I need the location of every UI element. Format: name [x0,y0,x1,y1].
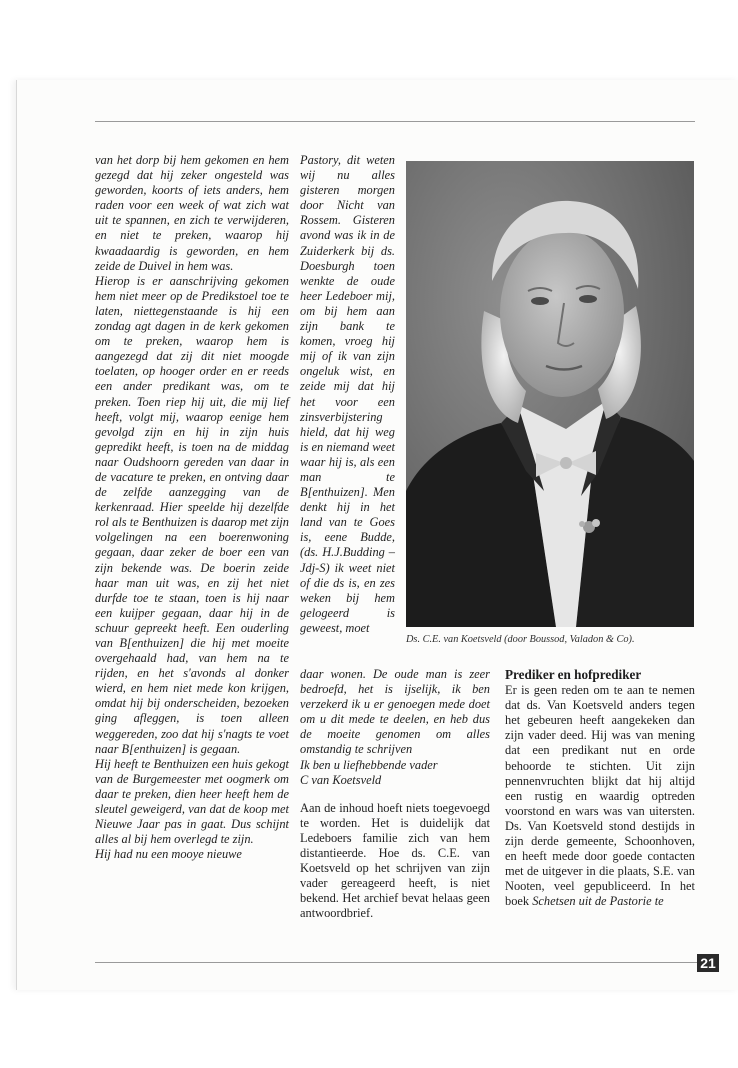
col1-paragraph-2: Hierop is er aanschrijving gekomen hem niet meer op de Predikstoel toe te laten, niettegenstaande is hij een zondag agt dagen in de kerk gekomen om te preken, waarop hem is aangezegd dat zij dit niet moogde toelaten, op hooger order en er reeds een ander predikant was, om te preken. Toen riep hij uit, die mij lief heeft, volgt mij, waarop eenige hem gevolgd zijn en hij in zijn huis gepredikt heeft, is toen na de middag naar Oudshoorn gereden van daar in de vacature te preken, en ontving daar de zelfde aanzegging van de kerkenraad. Hier speelde hij dezelfde rol als te Benthuizen is daarop met zijn volgelingen na een boerenwoning gegaan, daar zeker de boer een van zijn bekende was. De boerin zeide haar man uit was, en zij het niet durfde toe te staan, toen is hij naar een kuijper gegaan, daar hij in de schuur gepreekt heeft. Een ouderling van B[enthuizen] die hij met moeite overgehaald had, van hem na te rijden, en het s'avonds al donker wierd, en hem niet mede kon krijgen, omdat hij bij onderscheiden, bezoeken ging afleggen, is toen alleen weggereden, zoo dat hij s'nagts te voet naar B[enthuizen] is gegaan. [95,273,289,756]
letter-end-text: daar wonen. De oude man is zeer bedroefd, het is ijselijk, ik ben verzekerd ik u er genoegen mede doet om u dit mede te deelen, en heb dus de moeite genomen om alles omstandig te schrijven [300,667,490,757]
page-number: 21 [697,954,719,972]
col1-paragraph-1: van het dorp bij hem gekomen en hem gezegd dat hij zeker ongesteld was geworden, koorts of iets anders, hem raden voor een week of wat zich wat uit te spannen, en zich te verwijderen, en niet te preken, waarop hij kwaadaardig is geworden, en hem zeide de Duivel in hem was. [95,153,289,273]
col3-paragraph [505,683,695,909]
portrait-image [406,161,694,627]
letter-signature: C van Koetsveld [300,772,382,787]
paragraph-gap [300,788,490,801]
col2-upper-text: Pastory, dit weten wij nu alles gisteren morgen door Nicht van Rossem. Gisteren avond was ik in de Zuiderkerk bij ds. Doesburgh toen wenkte de oude heer Ledeboer mij, om bij hem aan zijn bank te komen, vroeg hij mij of ik van zijn ongeluk wist, en zeide mij dat hij het voor een zinsverbijstering hield, dat hij weg is en niemand weet waar hij is, als een man te B[enthuizen]. Men denkt hij in het land van te Goes is, eene Budde, (ds. H.J.Budding – Jdj-S) ik weet niet of die ds is, en zes weken bij hem gelogeerd is geweest, moet [300,153,395,635]
col1-paragraph-4: Hij had nu een mooye nieuwe [95,847,242,862]
col3-text: Er is geen reden om te aan te nemen dat ds. Van Koetsveld anders tegen het gebeuren heeft aangekeken dan zijn vader deed. Hij was van mening dat een predikant nut en orde behoorde te stichten. Uit zijn pennenvruchten blijkt dat hij altijd een rustig en waardig optreden voorstond en wars was van uitersten. Ds. Van Koetsveld stond destijds in zijn derde gemeente, Schoonhoven, en heeft mede door goede contacten met de uitgever in die plaats, S.E. van Nooten, veel gepubliceerd. In het boek [505,683,695,909]
photo-caption: Ds. C.E. van Koetsveld (door Boussod, Valadon & Co). [406,634,635,645]
commentary-paragraph: Aan de inhoud hoeft niets toegevoegd te worden. Het is duidelijk dat Ledeboers familie zich van hem distantieerde. Hoe ds. C.E. van Koetsveld op het schrijven van zijn vader gereageerd heeft, is niet bekend. Het archief bevat helaas geen antwoordbrief. [300,800,490,921]
book-title: Schetsen uit de Pastorie te [532,894,664,909]
section-heading: Prediker en hofprediker [505,667,642,682]
column-2-upper [300,153,395,636]
column-2-lower [300,667,490,922]
bottom-rule [95,962,697,963]
letter-closing: Ik ben u liefhebbende vader [300,757,438,772]
column-1 [95,153,289,862]
column-3 [505,667,695,910]
portrait-photo [406,161,694,627]
top-rule [95,121,695,122]
col1-paragraph-3: Hij heeft te Benthuizen een huis gekogt van de Burgemeester met oogmerk om daar te preken, dien heer heeft hem de sleutel geweigerd, van dat de koop met Nieuwe Jaar pas in gaat. Dus schijnt alles al bij hem overlegd te zijn. [95,756,289,847]
